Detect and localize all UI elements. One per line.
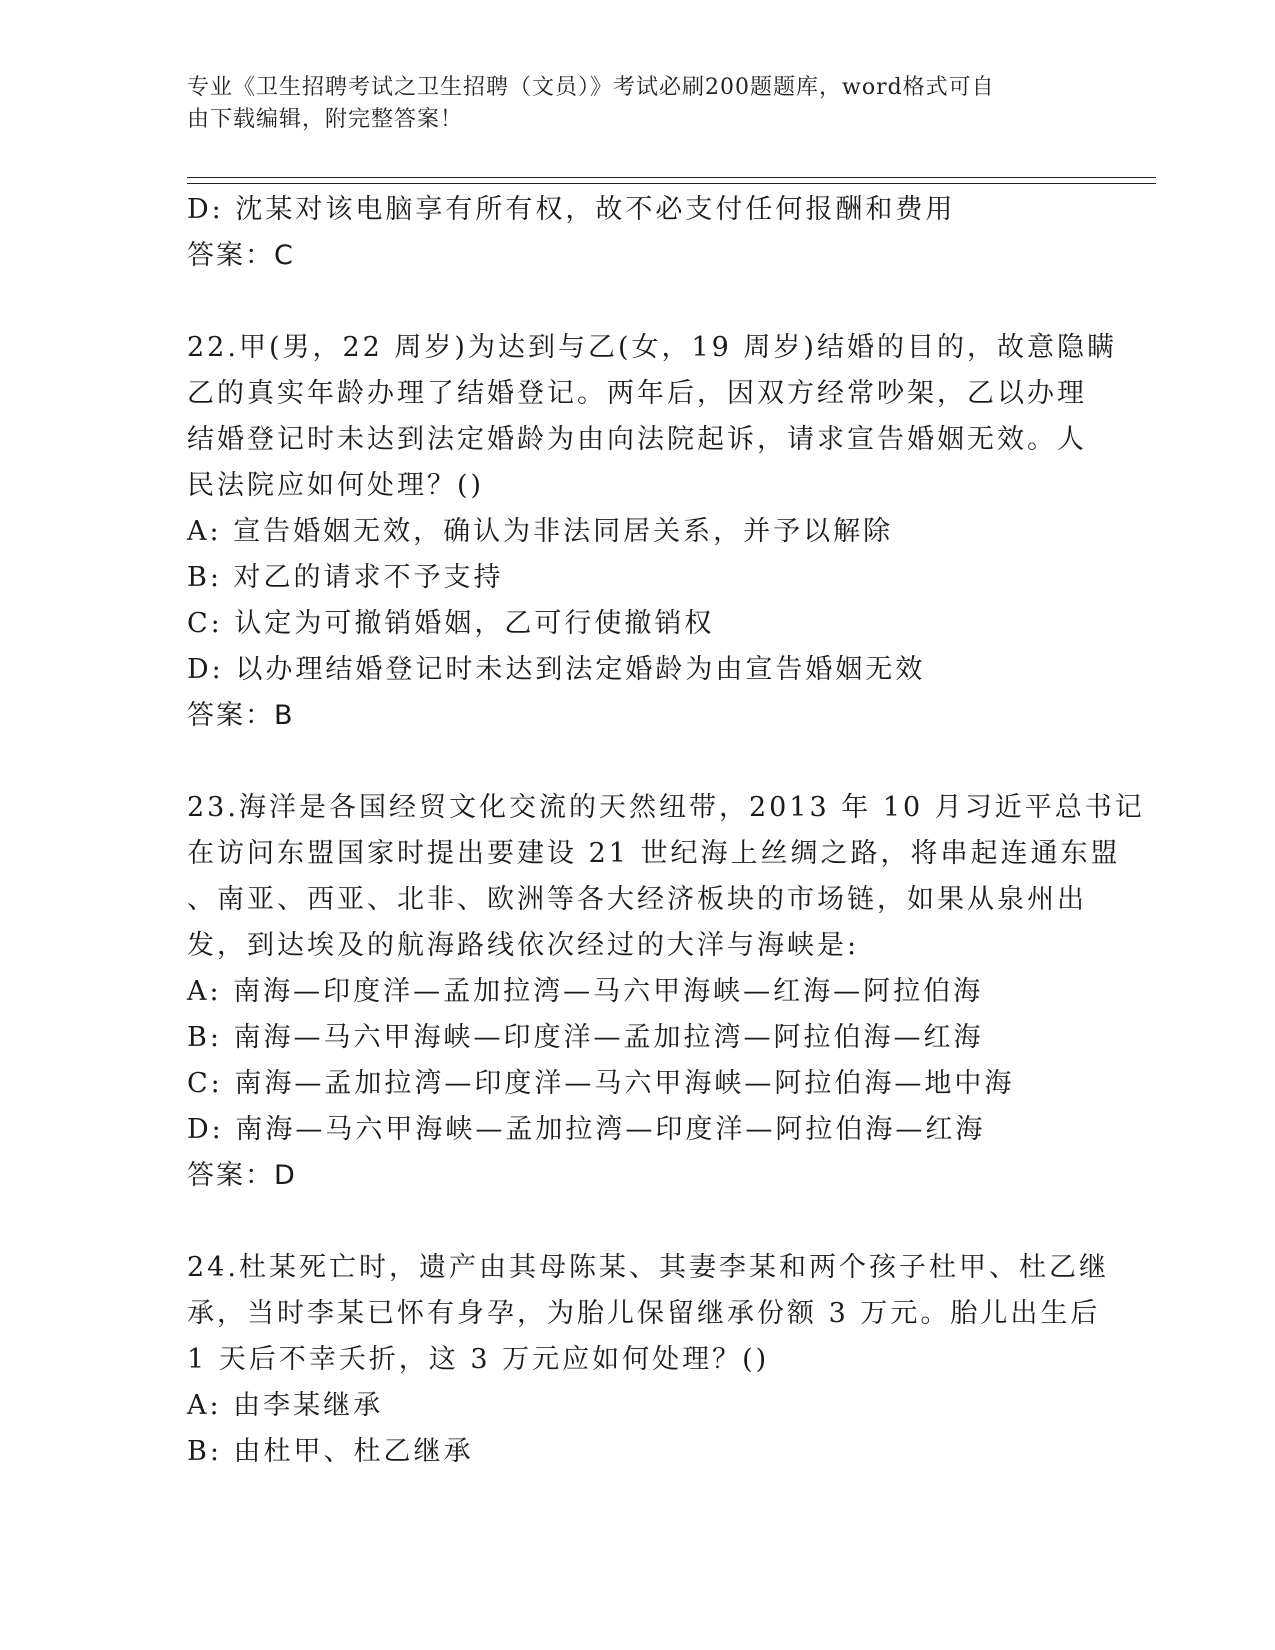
header-divider-bottom xyxy=(187,183,1156,184)
document-body xyxy=(187,187,1145,1475)
question-text-line: 、南亚、西亚、北非、欧洲等各大经济板块的市场链，如果从泉州出 xyxy=(187,884,1087,915)
option-c: C: 认定为可撤销婚姻，乙可行使撤销权 xyxy=(187,608,715,639)
option-d: D: 南海—马六甲海峡—孟加拉湾—印度洋—阿拉伯海—红海 xyxy=(187,1114,986,1145)
spacer xyxy=(187,1199,1087,1245)
option-a: A: 由李某继承 xyxy=(187,1390,384,1421)
question-text-line: 承，当时李某已怀有身孕，为胎儿保留继承份额 3 万元。胎儿出生后 xyxy=(187,1298,1101,1329)
option-d: D: 沈某对该电脑享有所有权，故不必支付任何报酬和费用 xyxy=(187,194,956,225)
spacer xyxy=(187,279,1087,325)
document-header xyxy=(187,72,1087,136)
option-b: B: 对乙的请求不予支持 xyxy=(187,562,504,593)
question-text-line: 在访问东盟国家时提出要建设 21 世纪海上丝绸之路，将串起连通东盟 xyxy=(187,838,1121,869)
answer-line: 答案：C xyxy=(187,240,295,271)
question-text-line: 乙的真实年龄办理了结婚登记。两年后，因双方经常吵架，乙以办理 xyxy=(187,378,1087,409)
option-b: B: 由杜甲、杜乙继承 xyxy=(187,1436,474,1467)
question-22 xyxy=(187,325,1117,739)
previous-question-tail xyxy=(187,187,1087,279)
question-text-line: 民法院应如何处理？() xyxy=(187,470,485,501)
option-c: C: 南海—孟加拉湾—印度洋—马六甲海峡—阿拉伯海—地中海 xyxy=(187,1068,1015,1099)
question-text-line: 结婚登记时未达到法定婚龄为由向法院起诉，请求宣告婚姻无效。人 xyxy=(187,424,1087,455)
question-text-line: 24.杜某死亡时，遗产由其母陈某、其妻李某和两个孩子杜甲、杜乙继 xyxy=(187,1252,1109,1283)
question-text-line: 23.海洋是各国经贸文化交流的天然纽带，2013 年 10 月习近平总书记 xyxy=(187,792,1145,823)
option-d: D: 以办理结婚登记时未达到法定婚龄为由宣告婚姻无效 xyxy=(187,654,926,685)
spacer xyxy=(187,739,1087,785)
header-line-1: 专业《卫生招聘考试之卫生招聘（文员）》考试必刷200题题库，word格式可自 xyxy=(187,75,995,100)
option-a: A: 宣告婚姻无效，确认为非法同居关系，并予以解除 xyxy=(187,516,894,547)
question-text-line: 1 天后不幸夭折，这 3 万元应如何处理？() xyxy=(187,1344,770,1375)
option-a: A: 南海—印度洋—孟加拉湾—马六甲海峡—红海—阿拉伯海 xyxy=(187,976,984,1007)
question-text-line: 22.甲(男，22 周岁)为达到与乙(女，19 周岁)结婚的目的，故意隐瞒 xyxy=(187,332,1117,363)
header-divider-top xyxy=(187,177,1156,178)
answer-line: 答案：B xyxy=(187,700,295,731)
header-line-2: 由下载编辑，附完整答案！ xyxy=(187,107,464,132)
answer-line: 答案：D xyxy=(187,1160,297,1191)
question-24 xyxy=(187,1245,1109,1475)
question-text-line: 发，到达埃及的航海路线依次经过的大洋与海峡是: xyxy=(187,930,860,961)
option-b: B: 南海—马六甲海峡—印度洋—孟加拉湾—阿拉伯海—红海 xyxy=(187,1022,984,1053)
question-23 xyxy=(187,785,1145,1199)
